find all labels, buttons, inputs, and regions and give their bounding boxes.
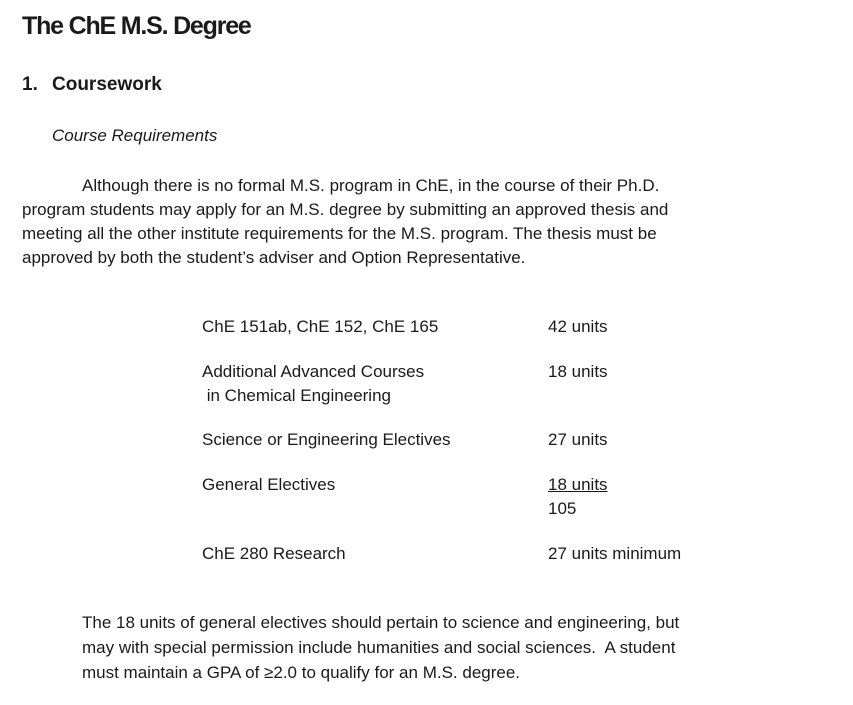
- section-heading-text: Coursework: [52, 74, 162, 95]
- section-heading: [22, 74, 162, 96]
- requirement-label: ChE 280 Research: [202, 544, 346, 563]
- section-number: 1.: [22, 74, 38, 95]
- closing-line: must maintain a GPA of ≥2.0 to qualify for an M.S. degree.: [82, 663, 521, 682]
- closing-line: The 18 units of general electives should pertain to science and engineering, but: [82, 613, 680, 632]
- requirement-label: General Electives: [202, 475, 336, 494]
- requirement-label-continued: in Chemical Engineering: [202, 386, 391, 405]
- requirement-units: 27 units minimum: [548, 544, 682, 563]
- requirement-label: Additional Advanced Courses: [202, 362, 425, 381]
- requirement-units: 27 units: [548, 430, 608, 449]
- requirement-label: Science or Engineering Electives: [202, 430, 451, 449]
- course-requirements-subheading: Course Requirements: [52, 126, 218, 145]
- requirement-label: ChE 151ab, ChE 152, ChE 165: [202, 317, 439, 336]
- intro-paragraph: [22, 174, 762, 270]
- intro-line: program students may apply for an M.S. degree by submitting an approved thesis and: [22, 200, 669, 219]
- requirement-units: 18 units: [548, 362, 608, 381]
- page-title: The ChE M.S. Degree: [22, 12, 251, 40]
- requirement-units: 42 units: [548, 317, 608, 336]
- closing-line: may with special permission include humanities and social sciences. A student: [82, 638, 676, 657]
- intro-line: Although there is no formal M.S. program in ChE, in the course of their Ph.D.: [82, 176, 660, 195]
- intro-line: approved by both the student’s adviser and Option Representative.: [22, 248, 526, 267]
- intro-line: meeting all the other institute requirements for the M.S. program. The thesis must be: [22, 224, 657, 243]
- total-units: 105: [548, 499, 577, 518]
- closing-paragraph: [82, 610, 762, 685]
- requirement-units: 18 units: [548, 475, 608, 494]
